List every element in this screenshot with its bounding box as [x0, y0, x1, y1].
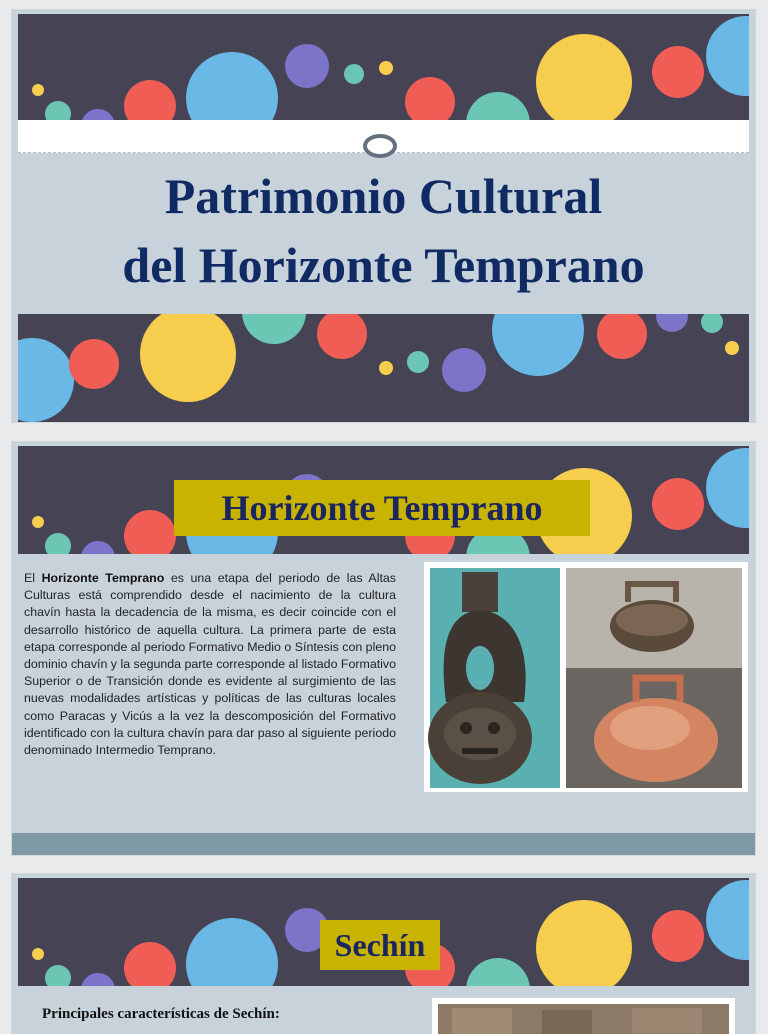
- slide-sechin: [12, 874, 755, 1034]
- sechin-photo: [432, 998, 735, 1034]
- para-bold-term: Horizonte Temprano: [41, 571, 165, 585]
- ring-ornament-icon: [363, 134, 397, 158]
- slide-title: [12, 10, 755, 422]
- slide-title-text: [12, 162, 755, 300]
- decorative-dots-band-bottom: [18, 314, 749, 422]
- slide-footer-strip: [12, 833, 755, 855]
- title-line-1: Patrimonio Cultural: [164, 168, 603, 224]
- slide-horizonte-temprano: [12, 442, 755, 855]
- decorative-dots-band-top: [18, 14, 749, 120]
- section-paragraph: El Horizonte Temprano es una etapa del periodo de las Altas Culturas está comprendido desde el nacimiento de la cultura chavín hasta la decadencia de la misma, es decir coincide con el desarrollo histórico de aquella cultura. La primera parte de esta etapa corresponde al periodo Formativo Medio o Síntesis con pleno dominio chavín y la segunda parte corresponde al listado Formativo Superior o de Transición donde es evidente al surgimiento de las nuevas modalidades artísticas y políticas de las culturas locales como Paracas y Vicús a la vez la descomposición del Formativo identificado con la cultura chavín para dar paso al siguiente periodo denominado Intermedio Temprano.: [24, 571, 396, 758]
- title-line-2: del Horizonte Temprano: [122, 237, 645, 293]
- section-subheading: Principales características de Sechín:: [42, 1006, 280, 1022]
- section-heading: Horizonte Temprano: [174, 480, 590, 536]
- section-heading: Sechín: [320, 920, 440, 970]
- ceramics-photo: [424, 562, 748, 792]
